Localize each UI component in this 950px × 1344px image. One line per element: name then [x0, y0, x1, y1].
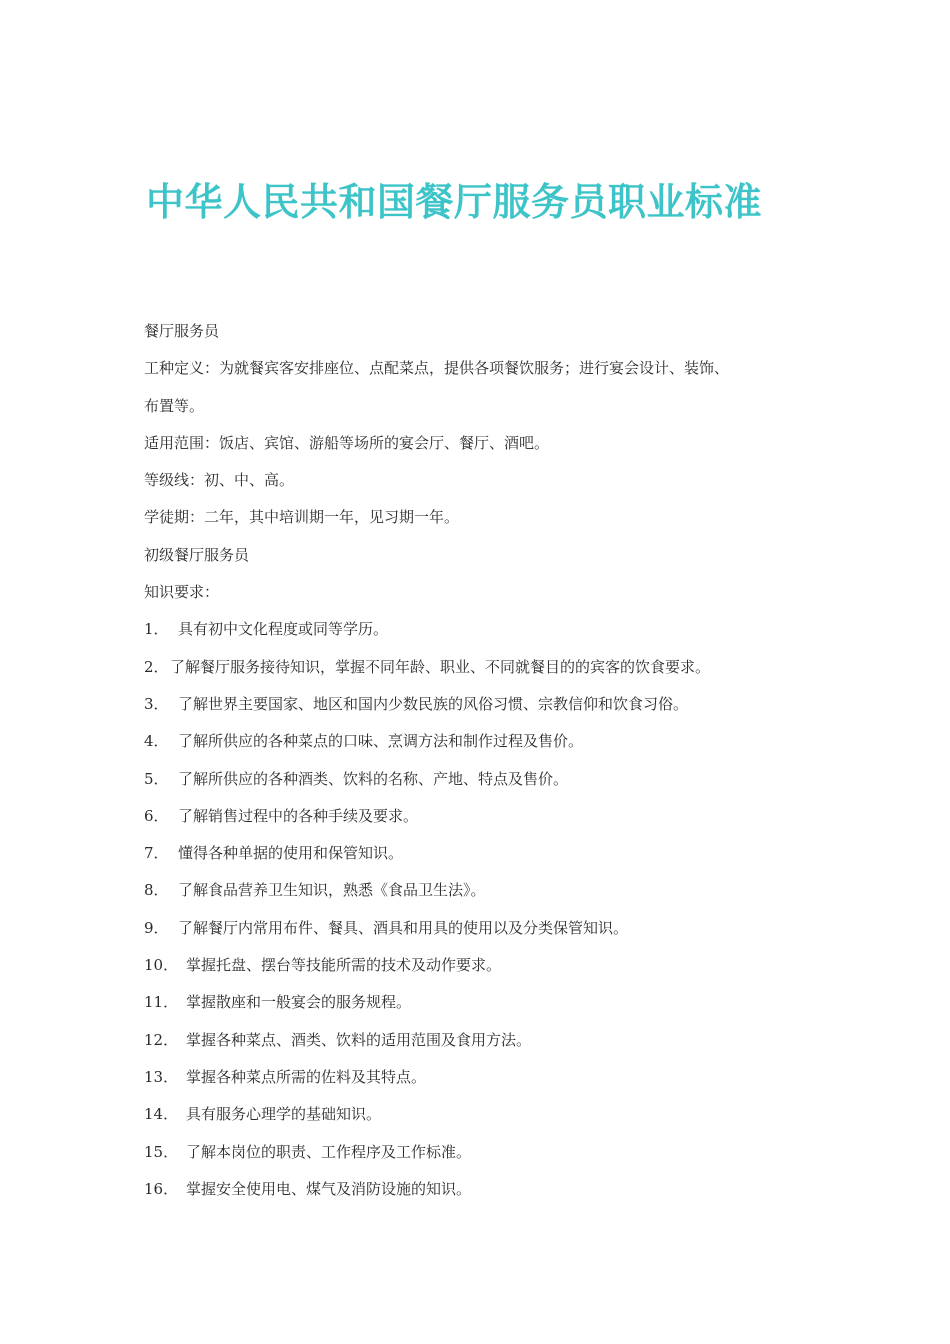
item-text: 掌握托盘、摆台等技能所需的技术及动作要求。 [186, 956, 502, 975]
item-text: 具有服务心理学的基础知识。 [186, 1105, 382, 1124]
section-heading: 初级餐厅服务员 [144, 545, 250, 564]
list-item [144, 730, 814, 767]
item-number: 15． [144, 1142, 179, 1161]
item-text: 了解食品营养卫生知识，熟悉《食品卫生法》。 [178, 881, 486, 900]
item-number: 5． [144, 769, 169, 788]
document-body [144, 320, 814, 1215]
list-item [144, 618, 814, 655]
list-item [144, 917, 814, 954]
scope-paragraph: 适用范围：饭店、宾馆、游船等场所的宴会厅、餐厅、酒吧。 [144, 433, 550, 452]
item-number: 11． [144, 993, 179, 1012]
item-number: 1． [144, 620, 169, 639]
item-text: 掌握各种菜点、酒类、饮料的适用范围及食用方法。 [186, 1030, 532, 1049]
item-text: 了解餐厅内常用布件、餐具、酒具和用具的使用以及分类保管知识。 [178, 918, 629, 937]
levels-paragraph: 等级线：初、中、高。 [144, 471, 295, 490]
page-title: 中华人民共和国餐厅服务员职业标准 [146, 180, 763, 224]
item-text: 掌握安全使用电、煤气及消防设施的知识。 [186, 1179, 472, 1198]
knowledge-heading: 知识要求： [144, 583, 220, 602]
item-number: 4． [144, 732, 169, 751]
list-item [144, 879, 814, 916]
list-item [144, 1178, 814, 1215]
list-item [144, 768, 814, 805]
item-number: 12． [144, 1030, 179, 1049]
item-number: 3． [144, 694, 169, 713]
definition-line-2: 布置等。 [144, 396, 205, 415]
item-number: 13． [144, 1067, 179, 1086]
item-number: 14． [144, 1105, 179, 1124]
item-number: 6． [144, 806, 169, 825]
list-item [144, 991, 814, 1028]
item-number: 9． [144, 918, 169, 937]
item-text: 了解所供应的各种酒类、饮料的名称、产地、特点及售价。 [178, 769, 569, 788]
list-item [144, 1103, 814, 1140]
item-text: 了解销售过程中的各种手续及要求。 [178, 806, 419, 825]
item-text: 了解本岗位的职责、工作程序及工作标准。 [186, 1142, 472, 1161]
list-item [144, 842, 814, 879]
item-text: 了解世界主要国家、地区和国内少数民族的风俗习惯、宗教信仰和饮食习俗。 [178, 694, 689, 713]
item-text: 具有初中文化程度或同等学历。 [178, 620, 389, 639]
list-item [144, 1029, 814, 1066]
list-item [144, 1141, 814, 1178]
item-text: 掌握散座和一般宴会的服务规程。 [186, 993, 412, 1012]
list-item [144, 805, 814, 842]
apprenticeship-paragraph: 学徒期：二年，其中培训期一年，见习期一年。 [144, 508, 460, 527]
item-number: 8． [144, 881, 169, 900]
item-text: 了解所供应的各种菜点的口味、烹调方法和制作过程及售价。 [178, 732, 584, 751]
item-text: 懂得各种单据的使用和保管知识。 [178, 844, 404, 863]
item-number: 16． [144, 1179, 179, 1198]
occupation-name: 餐厅服务员 [144, 322, 220, 340]
item-text: 了解餐厅服务接待知识，掌握不同年龄、职业、不同就餐目的的宾客的饮食要求。 [170, 657, 711, 676]
item-number: 7． [144, 844, 169, 863]
list-item [144, 693, 814, 730]
list-item [144, 954, 814, 991]
item-number: 2． [144, 657, 169, 676]
list-item [144, 656, 814, 693]
item-text: 掌握各种菜点所需的佐料及其特点。 [186, 1067, 427, 1086]
definition-line-1: 工种定义：为就餐宾客安排座位、点配菜点，提供各项餐饮服务；进行宴会设计、装饰、 [144, 359, 730, 378]
list-item [144, 1066, 814, 1103]
item-number: 10． [144, 956, 179, 975]
